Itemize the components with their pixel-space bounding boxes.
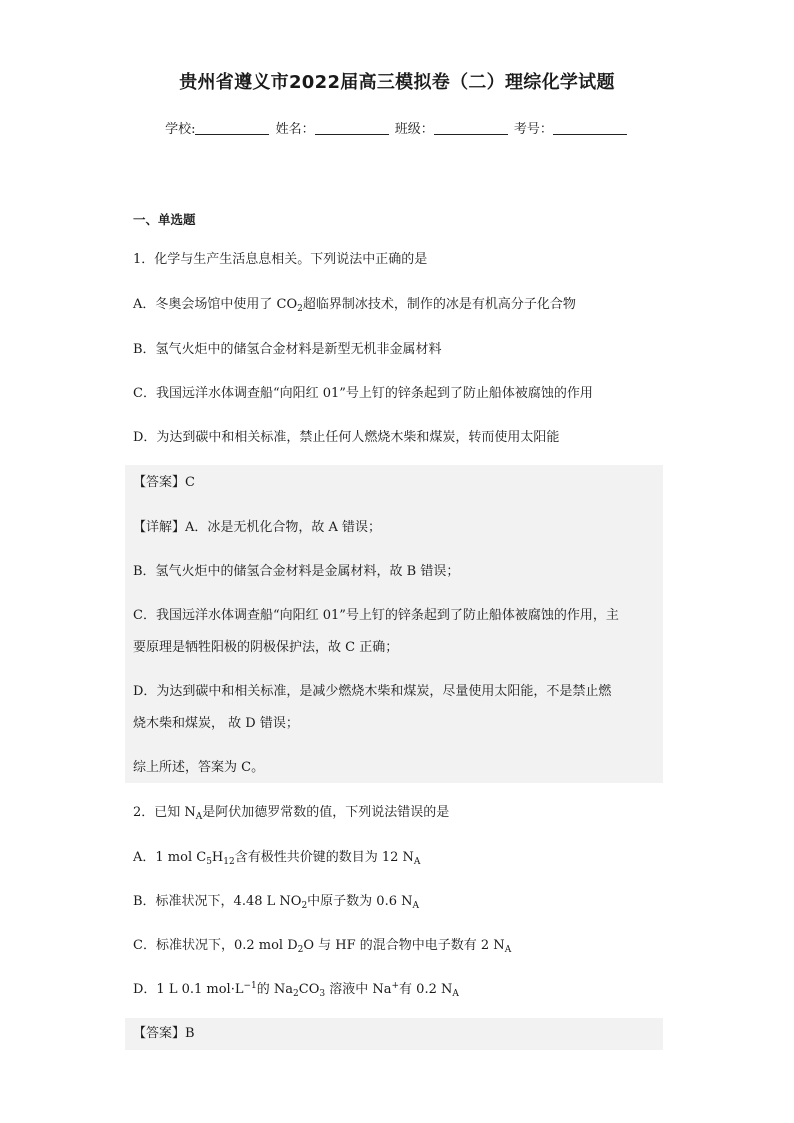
q2-stem: 2．已知 $N_A$是阿伏加德罗常数的值，下列说法错误的是 [133, 805, 450, 822]
student-info-line [0, 118, 794, 137]
q1-detail-a: 【详解】A．冰是无机化合物，故 A 错误； [133, 520, 382, 535]
q1-option-d: D．为达到碳中和相关标准，禁止任何人燃烧木柴和煤炭，转而使用太阳能 [133, 430, 560, 445]
q1-option-c: C．我国远洋水体调查船“向阳红 01”号上钉的锌条起到了防止船体被腐蚀的作用 [133, 386, 593, 401]
q1-answer: 【答案】C [133, 475, 195, 490]
q2-option-c: C．标准状况下，0.2 mol $D_2O$ 与 HF 的混合物中电子数有 2 $N_A$ [133, 938, 512, 955]
q2-answer: 【答案】B [133, 1026, 195, 1041]
q1-detail-b: B．氢气火炬中的储氢合金材料是金属材料，故 B 错误； [133, 564, 460, 579]
q1-option-b: B．氢气火炬中的储氢合金材料是新型无机非金属材料 [133, 342, 442, 357]
q1-stem: 1．化学与生产生活息息相关。下列说法中正确的是 [133, 252, 428, 267]
exam-no-label: 考号： [513, 122, 553, 137]
class-blank [434, 122, 508, 135]
q1-detail-c-line1: C．我国远洋水体调查船“向阳红 01”号上钉的锌条起到了防止船体被腐蚀的作用，主 [133, 608, 619, 623]
q1-detail-d-line2: 烧木柴和煤炭， 故 D 错误； [133, 716, 299, 731]
name-label: 姓名： [275, 122, 315, 137]
page-title: 贵州省遵义市2022届高三模拟卷（二）理综化学试题 [179, 72, 615, 93]
q2-option-b: B．标准状况下，4.48 L $NO_2$中原子数为 0.6 $N_A$ [133, 894, 419, 911]
exam-no-blank [553, 122, 627, 135]
class-label: 班级： [394, 122, 434, 137]
q2-answer-box [125, 1018, 663, 1050]
q1-detail-d-line1: D．为达到碳中和相关标准，是减少燃烧木柴和煤炭，尽量使用太阳能，不是禁止燃 [133, 684, 612, 699]
school-label: 学校: [165, 122, 196, 137]
name-blank [315, 122, 389, 135]
school-blank [195, 122, 269, 135]
q1-option-a: A．冬奥会场馆中使用了 $CO_2$超临界制冰技术，制作的冰是有机高分子化合物 [133, 297, 576, 314]
section-heading: 一、单选题 [133, 212, 196, 227]
q1-summary: 综上所述，答案为 C。 [133, 760, 265, 775]
q2-option-d: D．1 L 0.1 $mol\cdot L^{-1}$的 $Na_2CO_3$ 溶液中 Na+有 0.2 $N_A$ [133, 981, 459, 999]
q1-detail-c-line2: 要原理是牺牲阳极的阴极保护法，故 C 正确； [133, 640, 399, 655]
q2-option-a: A．1 mol $C_5H_{12}$含有极性共价键的数目为 12 $N_A$ [133, 850, 421, 867]
